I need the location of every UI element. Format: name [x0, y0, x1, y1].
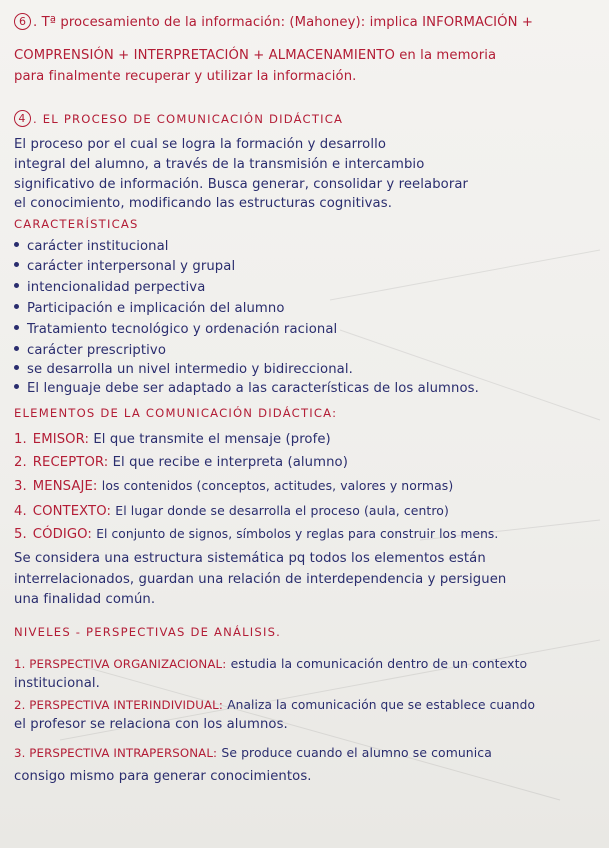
item6-rest: implica INFORMACIÓN + — [369, 15, 534, 30]
list-item: 2. RECEPTOR: El que recibe e interpreta (alumno) — [14, 455, 348, 470]
item6-line3: para finalmente recuperar y utilizar la información. — [14, 69, 357, 84]
item6-line2: COMPRENSIÓN + INTERPRETACIÓN + ALMACENAMIENTO en la memoria — [14, 48, 497, 63]
list-item: intencionalidad perpectiva — [14, 279, 603, 296]
item4-paragraph-line: integral del alumno, a través de la transmisión e intercambio — [14, 157, 425, 172]
list-item: 5. CÓDIGO: El conjunto de signos, símbolos y reglas para construir los mens. — [14, 527, 499, 542]
item6-title: procesamiento de la información: (Mahoney): — [60, 15, 366, 30]
elementos-paragraph-line: interrelacionados, guardan una relación de interdependencia y persiguen — [14, 572, 507, 587]
bullet-dot — [14, 262, 19, 267]
list-item: El lenguaje debe ser adaptado a las características de los alumnos. — [14, 380, 603, 397]
elementos-paragraph-line: una finalidad común. — [14, 592, 156, 607]
list-item: 1. PERSPECTIVA ORGANIZACIONAL: estudia la comunicación dentro de un contexto — [14, 656, 528, 671]
item4-paragraph-line: significativo de información. Busca generar, consolidar y reelaborar — [14, 177, 469, 192]
list-item: 2. PERSPECTIVA INTERINDIVIDUAL: Analiza la comunicación que se establece cuando — [14, 698, 536, 712]
list-item-continuation: institucional. — [14, 676, 100, 691]
list-item-continuation: consigo mismo para generar conocimientos. — [14, 769, 312, 784]
list-item: carácter institucional — [14, 238, 603, 255]
bullet-dot — [14, 304, 19, 309]
list-item: 3. MENSAJE: los contenidos (conceptos, actitudes, valores y normas) — [14, 478, 454, 494]
list-item: Tratamiento tecnológico y ordenación racional — [14, 321, 603, 338]
item6-title-line — [14, 13, 603, 31]
item4-number: 4 — [14, 110, 31, 127]
item4-title-line — [14, 110, 603, 128]
list-item: 3. PERSPECTIVA INTRAPERSONAL: Se produce cuando el alumno se comunica — [14, 745, 492, 760]
item4-paragraph-line: El proceso por el cual se logra la formación y desarrollo — [14, 137, 387, 152]
bullet-dot — [14, 346, 19, 351]
item6-prefix: . Tª — [33, 15, 57, 30]
item6-number: 6 — [14, 13, 31, 30]
elementos-paragraph-line: Se considera una estructura sistemática pq todos los elementos están — [14, 551, 486, 566]
bullet-dot — [14, 283, 19, 288]
caracteristicas-heading: CARACTERÍSTICAS — [14, 217, 139, 231]
list-item: 1. EMISOR: El que transmite el mensaje (profe) — [14, 432, 331, 447]
item4-title: . EL PROCESO DE COMUNICACIÓN DIDÁCTICA — [33, 112, 344, 126]
list-item: carácter prescriptivo — [14, 342, 603, 359]
list-item: se desarrolla un nivel intermedio y bidireccional. — [14, 361, 603, 378]
elementos-heading: ELEMENTOS DE LA COMUNICACIÓN DIDÁCTICA: — [14, 406, 338, 420]
bullet-dot — [14, 365, 19, 370]
list-item: 4. CONTEXTO: El lugar donde se desarrolla el proceso (aula, centro) — [14, 503, 449, 519]
list-item: carácter interpersonal y grupal — [14, 258, 603, 275]
bullet-dot — [14, 384, 19, 389]
bullet-dot — [14, 325, 19, 330]
item4-paragraph-line: el conocimiento, modificando las estructuras cognitivas. — [14, 196, 392, 211]
list-item-continuation: el profesor se relaciona con los alumnos. — [14, 717, 288, 732]
bullet-dot — [14, 242, 19, 247]
list-item: Participación e implicación del alumno — [14, 300, 603, 317]
niveles-heading: NIVELES - PERSPECTIVAS DE ANÁLISIS. — [14, 625, 282, 639]
